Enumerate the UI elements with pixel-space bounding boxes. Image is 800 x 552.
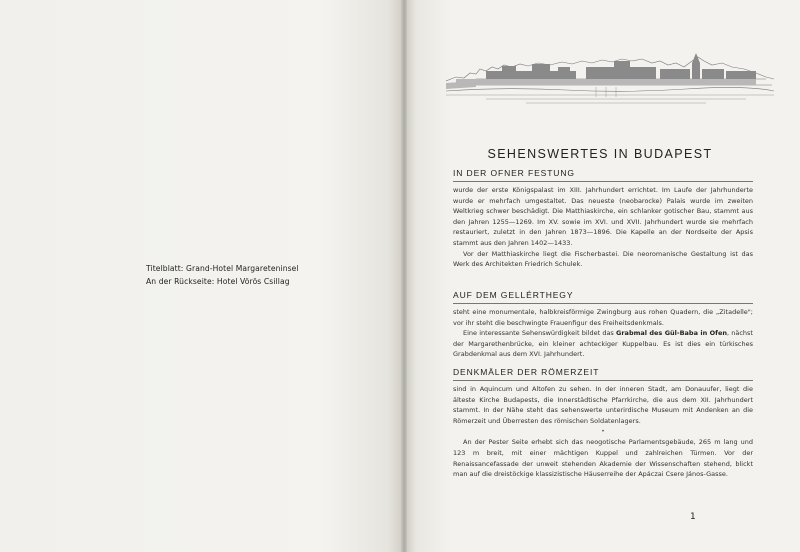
paragraph-text: Eine interessante Sehenswürdigkeit bildet das (463, 329, 617, 338)
grabmal-highlight: Grabmal des Gül-Baba in Ofen (616, 329, 727, 338)
right-page (404, 0, 800, 552)
section-paragraph: steht eine monumentale, halbkreisförmige Zwingburg aus rohen Quadern, die „Zitadelle"; vor ihr steht die beschwingte Frauenfigur des Freiheitsdenkmals. (453, 308, 753, 327)
caption-back-page: An der Rückseite: Hotel Vörös Csillag (146, 277, 290, 286)
section-heading: IN DER OFNER FESTUNG (453, 168, 575, 178)
paragraph-text: , nächst der Margarethenbrücke, ein kleiner achteckiger Kuppelbau. Es ist dies ein türkisches Grabdenkmal aus dem XVI. Jahrhundert. (453, 329, 753, 359)
caption-title-page: Titelblatt: Grand-Hotel Margareteninsel (146, 264, 299, 273)
heading-rule (453, 303, 753, 304)
budapest-skyline-illustration (446, 47, 774, 109)
heading-rule (453, 380, 753, 381)
section-paragraph: An der Pester Seite erhebt sich das neogotische Parlamentsgebäude, 265 m lang und 123 m breit, mit einer mächtigen Kuppel und zahlreichen Türmen. Vor der Renaissancefassade der unweit stehenden Akademie der Wissenschaften stehend, blickt man auf die dreistöckige klassizistische Häuserreihe der Apáczai Csere János-Gasse. (453, 438, 753, 479)
section-paragraph: sind in Aquincum und Altofen zu sehen. In der inneren Stadt, am Donauufer, liegt die älteste Kirche Budapests, die Innerstädtische Pfarrkirche, die aus dem XII. Jahrhundert stammt. In der Nähe steht das sehenswerte unterirdische Museum mit Andenken an die Römerzeit und Überresten des römischen Soldatenlagers. (453, 385, 753, 425)
section-paragraph: Vor der Matthiaskirche liegt die Fischerbastei. Die neoromanische Gestaltung ist das Werk des Architekten Friedrich Schulek. (453, 249, 753, 269)
separator-dot: • (601, 428, 605, 436)
section-roemerzeit (453, 367, 753, 480)
section-ofner-festung (453, 168, 753, 270)
heading-rule (453, 181, 753, 182)
page-title: SEHENSWERTES IN BUDAPEST (487, 147, 713, 161)
book-gutter (401, 0, 407, 552)
section-heading: DENKMÄLER DER RÖMERZEIT (453, 367, 600, 377)
section-heading: AUF DEM GELLÉRTHEGY (453, 290, 574, 300)
page-number: 1 (690, 512, 696, 522)
section-paragraph (453, 328, 753, 360)
section-gellerthegy (453, 290, 753, 360)
section-paragraph: wurde der erste Königspalast im XIII. Jahrhundert errichtet. Im Laufe der Jahrhunderte wurde er mehrfach umgestaltet. Das neueste (neobarocke) Palais wurde im zweiten Weltkrieg schwer beschädigt. Die Matthiaskirche, ein schlanker gotischer Bau, stammt aus den Jahren 1255—1269. Im XV. sowie im XVI. und XVII. Jahrhundert wurde sie mehrfach restauriert, zuletzt in den Jahren 1873—1896. Die Kapelle an der Nordseite der Apsis stammt aus den Jahren 1402—1433. (453, 186, 753, 247)
image-caption (146, 262, 299, 288)
